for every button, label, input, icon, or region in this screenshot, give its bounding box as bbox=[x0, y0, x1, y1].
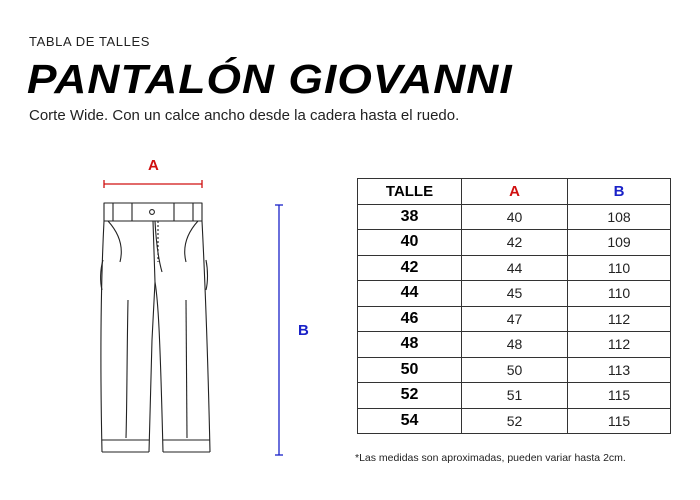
dimension-a-label: A bbox=[148, 157, 159, 174]
measure-a-cell: 52 bbox=[462, 408, 568, 434]
measure-b-cell: 110 bbox=[568, 255, 671, 281]
table-row bbox=[358, 204, 671, 230]
table-row bbox=[358, 230, 671, 256]
measure-b-cell: 113 bbox=[568, 357, 671, 383]
size-table-header bbox=[358, 179, 671, 205]
measure-a-cell: 51 bbox=[462, 383, 568, 409]
table-row bbox=[358, 332, 671, 358]
product-subtitle: Corte Wide. Con un calce ancho desde la cadera hasta el ruedo. bbox=[29, 107, 460, 124]
dimension-b-line bbox=[275, 205, 283, 455]
measure-b-cell: 109 bbox=[568, 230, 671, 256]
measure-a-cell: 44 bbox=[462, 255, 568, 281]
measure-b-cell: 112 bbox=[568, 332, 671, 358]
table-row bbox=[358, 281, 671, 307]
measure-a-cell: 47 bbox=[462, 306, 568, 332]
size-cell: 42 bbox=[358, 255, 462, 281]
table-row bbox=[358, 408, 671, 434]
measure-a-cell: 40 bbox=[462, 204, 568, 230]
pants-outline-icon bbox=[101, 203, 210, 452]
size-cell: 44 bbox=[358, 281, 462, 307]
measure-b-cell: 108 bbox=[568, 204, 671, 230]
size-cell: 52 bbox=[358, 383, 462, 409]
size-chart-eyebrow: TABLA DE TALLES bbox=[29, 34, 150, 49]
measure-b-cell: 110 bbox=[568, 281, 671, 307]
header-b: B bbox=[568, 179, 671, 205]
dimension-b-label: B bbox=[298, 322, 309, 339]
table-row bbox=[358, 255, 671, 281]
table-row bbox=[358, 306, 671, 332]
measure-a-cell: 50 bbox=[462, 357, 568, 383]
size-cell: 40 bbox=[358, 230, 462, 256]
measure-b-cell: 115 bbox=[568, 383, 671, 409]
measurement-footnote: *Las medidas son aproximadas, pueden variar hasta 2cm. bbox=[355, 452, 626, 464]
size-cell: 50 bbox=[358, 357, 462, 383]
table-row bbox=[358, 383, 671, 409]
measure-a-cell: 45 bbox=[462, 281, 568, 307]
header-talle: TALLE bbox=[358, 179, 462, 205]
measure-a-cell: 48 bbox=[462, 332, 568, 358]
product-title: PANTALÓN GIOVANNI bbox=[27, 56, 513, 102]
measure-b-cell: 115 bbox=[568, 408, 671, 434]
table-row bbox=[358, 357, 671, 383]
dimension-a-line bbox=[104, 180, 202, 188]
size-cell: 54 bbox=[358, 408, 462, 434]
measure-a-cell: 42 bbox=[462, 230, 568, 256]
header-a: A bbox=[462, 179, 568, 205]
size-cell: 46 bbox=[358, 306, 462, 332]
size-table bbox=[357, 178, 671, 434]
size-cell: 38 bbox=[358, 204, 462, 230]
size-cell: 48 bbox=[358, 332, 462, 358]
measure-b-cell: 112 bbox=[568, 306, 671, 332]
